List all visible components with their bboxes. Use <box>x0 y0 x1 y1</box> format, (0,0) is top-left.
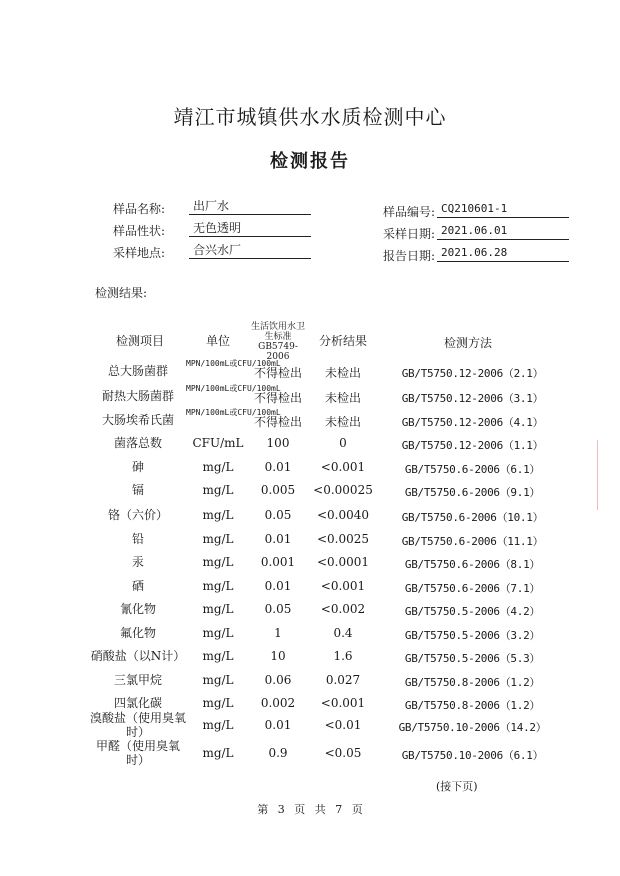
row-result: 未检出 <box>324 366 361 380</box>
report-title: 检测报告 <box>270 151 350 172</box>
row-result: 1.6 <box>333 649 353 663</box>
row-method: GB/T5750.12-2006（2.1） <box>401 367 544 380</box>
row-limit: 0.002 <box>260 696 296 710</box>
row-limit: 0.01 <box>264 532 292 546</box>
row-item: 汞 <box>131 555 144 569</box>
row-result: <0.01 <box>324 718 362 732</box>
row-item: 氰化物 <box>119 602 156 616</box>
row-limit: 0.9 <box>268 746 288 760</box>
row-method: GB/T5750.6-2006（7.1） <box>404 582 541 595</box>
row-method: GB/T5750.12-2006（3.1） <box>401 392 544 405</box>
row-method: GB/T5750.6-2006（8.1） <box>404 558 541 571</box>
row-unit: MPN/100mL或CFU/100mL <box>186 408 281 417</box>
row-unit: mg/L <box>202 460 234 474</box>
row-unit: mg/L <box>202 718 234 732</box>
sample-id-value: CQ210601-1 <box>437 201 569 218</box>
row-limit: 0.005 <box>260 483 296 497</box>
row-limit: 100 <box>266 436 290 450</box>
row-item: 三氯甲烷 <box>113 673 162 687</box>
sample-date-label: 采样日期: <box>382 227 435 241</box>
page-footer: 第 3 页 共 7 页 <box>257 803 363 816</box>
row-unit: mg/L <box>202 532 234 546</box>
row-limit: 0.01 <box>264 460 292 474</box>
row-method: GB/T5750.6-2006（9.1） <box>404 486 541 499</box>
row-result: <0.05 <box>324 746 362 760</box>
row-item: 铬（六价） <box>107 508 168 522</box>
row-unit: mg/L <box>202 626 234 640</box>
row-method: GB/T5750.5-2006（4.2） <box>404 605 541 618</box>
row-item: 硒 <box>131 579 144 593</box>
sample-name-value: 出厂水 <box>189 198 311 215</box>
row-item: 耐热大肠菌群 <box>101 389 174 403</box>
header-standard: 生活饮用水卫生标准GB5749-2006 <box>250 322 305 362</box>
row-limit: 不得检出 <box>253 366 302 380</box>
row-item: 溴酸盐（使用臭氧时） <box>89 711 186 739</box>
row-unit: mg/L <box>202 696 234 710</box>
row-unit: mg/L <box>202 555 234 569</box>
row-result: <0.001 <box>320 579 366 593</box>
row-result: <0.0040 <box>316 508 370 522</box>
sample-date-value: 2021.06.01 <box>437 223 569 240</box>
row-method: GB/T5750.5-2006（5.3） <box>404 652 541 665</box>
row-result: 0.027 <box>325 673 361 687</box>
row-method: GB/T5750.8-2006（1.2） <box>404 699 541 712</box>
row-limit: 10 <box>270 649 286 663</box>
row-unit: mg/L <box>202 508 234 522</box>
row-unit: MPN/100mL或CFU/100mL <box>186 384 281 393</box>
row-result: 未检出 <box>324 391 361 405</box>
row-unit: mg/L <box>202 483 234 497</box>
report-date-label: 报告日期: <box>382 249 435 263</box>
row-result: 0.4 <box>333 626 353 640</box>
sample-nature-label: 样品性状: <box>112 224 165 238</box>
row-unit: mg/L <box>202 649 234 663</box>
row-limit: 0.06 <box>264 673 292 687</box>
report-date-value: 2021.06.28 <box>437 245 569 262</box>
row-unit: mg/L <box>202 673 234 687</box>
row-method: GB/T5750.12-2006（4.1） <box>401 416 544 429</box>
row-result: <0.001 <box>320 460 366 474</box>
row-item: 甲醛（使用臭氧时） <box>95 739 180 767</box>
row-item: 铅 <box>131 532 144 546</box>
row-unit: CFU/mL <box>192 436 244 450</box>
sample-nature-value: 无色透明 <box>189 220 311 237</box>
row-item: 四氯化碳 <box>113 696 162 710</box>
row-item: 大肠埃希氏菌 <box>101 413 174 427</box>
row-result: <0.0025 <box>316 532 370 546</box>
row-limit: 0.01 <box>264 718 292 732</box>
row-limit: 不得检出 <box>253 415 302 429</box>
row-limit: 0.001 <box>260 555 296 569</box>
row-method: GB/T5750.6-2006（11.1） <box>401 535 544 548</box>
sample-site-value: 合兴水厂 <box>189 242 311 259</box>
row-item: 镉 <box>131 483 144 497</box>
row-method: GB/T5750.10-2006（6.1） <box>401 749 544 762</box>
row-limit: 0.01 <box>264 579 292 593</box>
sample-site-label: 采样地点: <box>112 246 165 260</box>
seal-stamp-edge <box>597 440 620 510</box>
row-method: GB/T5750.6-2006（6.1） <box>404 463 541 476</box>
org-title: 靖江市城镇供水水质检测中心 <box>173 105 447 129</box>
row-unit: MPN/100mL或CFU/100mL <box>186 359 281 368</box>
sample-id-label: 样品编号: <box>382 205 435 219</box>
row-method: GB/T5750.12-2006（1.1） <box>401 439 544 452</box>
row-method: GB/T5750.10-2006（14.2） <box>398 721 547 734</box>
row-item: 砷 <box>131 460 144 474</box>
continued-note: (接下页) <box>436 780 478 793</box>
row-unit: mg/L <box>202 746 234 760</box>
row-item: 氟化物 <box>119 626 156 640</box>
row-limit: 1 <box>274 626 282 640</box>
row-result: <0.0001 <box>316 555 370 569</box>
row-result: <0.001 <box>320 696 366 710</box>
row-limit: 0.05 <box>264 508 292 522</box>
row-method: GB/T5750.8-2006（1.2） <box>404 676 541 689</box>
sample-name-label: 样品名称: <box>112 202 165 216</box>
row-unit: mg/L <box>202 579 234 593</box>
row-method: GB/T5750.5-2006（3.2） <box>404 629 541 642</box>
row-method: GB/T5750.6-2006（10.1） <box>401 511 544 524</box>
row-limit: 不得检出 <box>253 391 302 405</box>
row-result: 未检出 <box>324 415 361 429</box>
row-item: 菌落总数 <box>113 436 162 450</box>
row-result: 0 <box>339 436 347 450</box>
row-result: <0.002 <box>320 602 366 616</box>
row-unit: mg/L <box>202 602 234 616</box>
row-item: 硝酸盐（以N计） <box>90 649 186 663</box>
row-result: <0.00025 <box>313 483 373 497</box>
row-limit: 0.05 <box>264 602 292 616</box>
header-item: 检测项目 <box>115 334 164 348</box>
header-unit: 单位 <box>205 334 230 348</box>
header-method: 检测方法 <box>443 336 492 350</box>
results-label: 检测结果: <box>95 286 148 300</box>
row-item: 总大肠菌群 <box>107 364 168 378</box>
header-result: 分析结果 <box>318 334 367 348</box>
